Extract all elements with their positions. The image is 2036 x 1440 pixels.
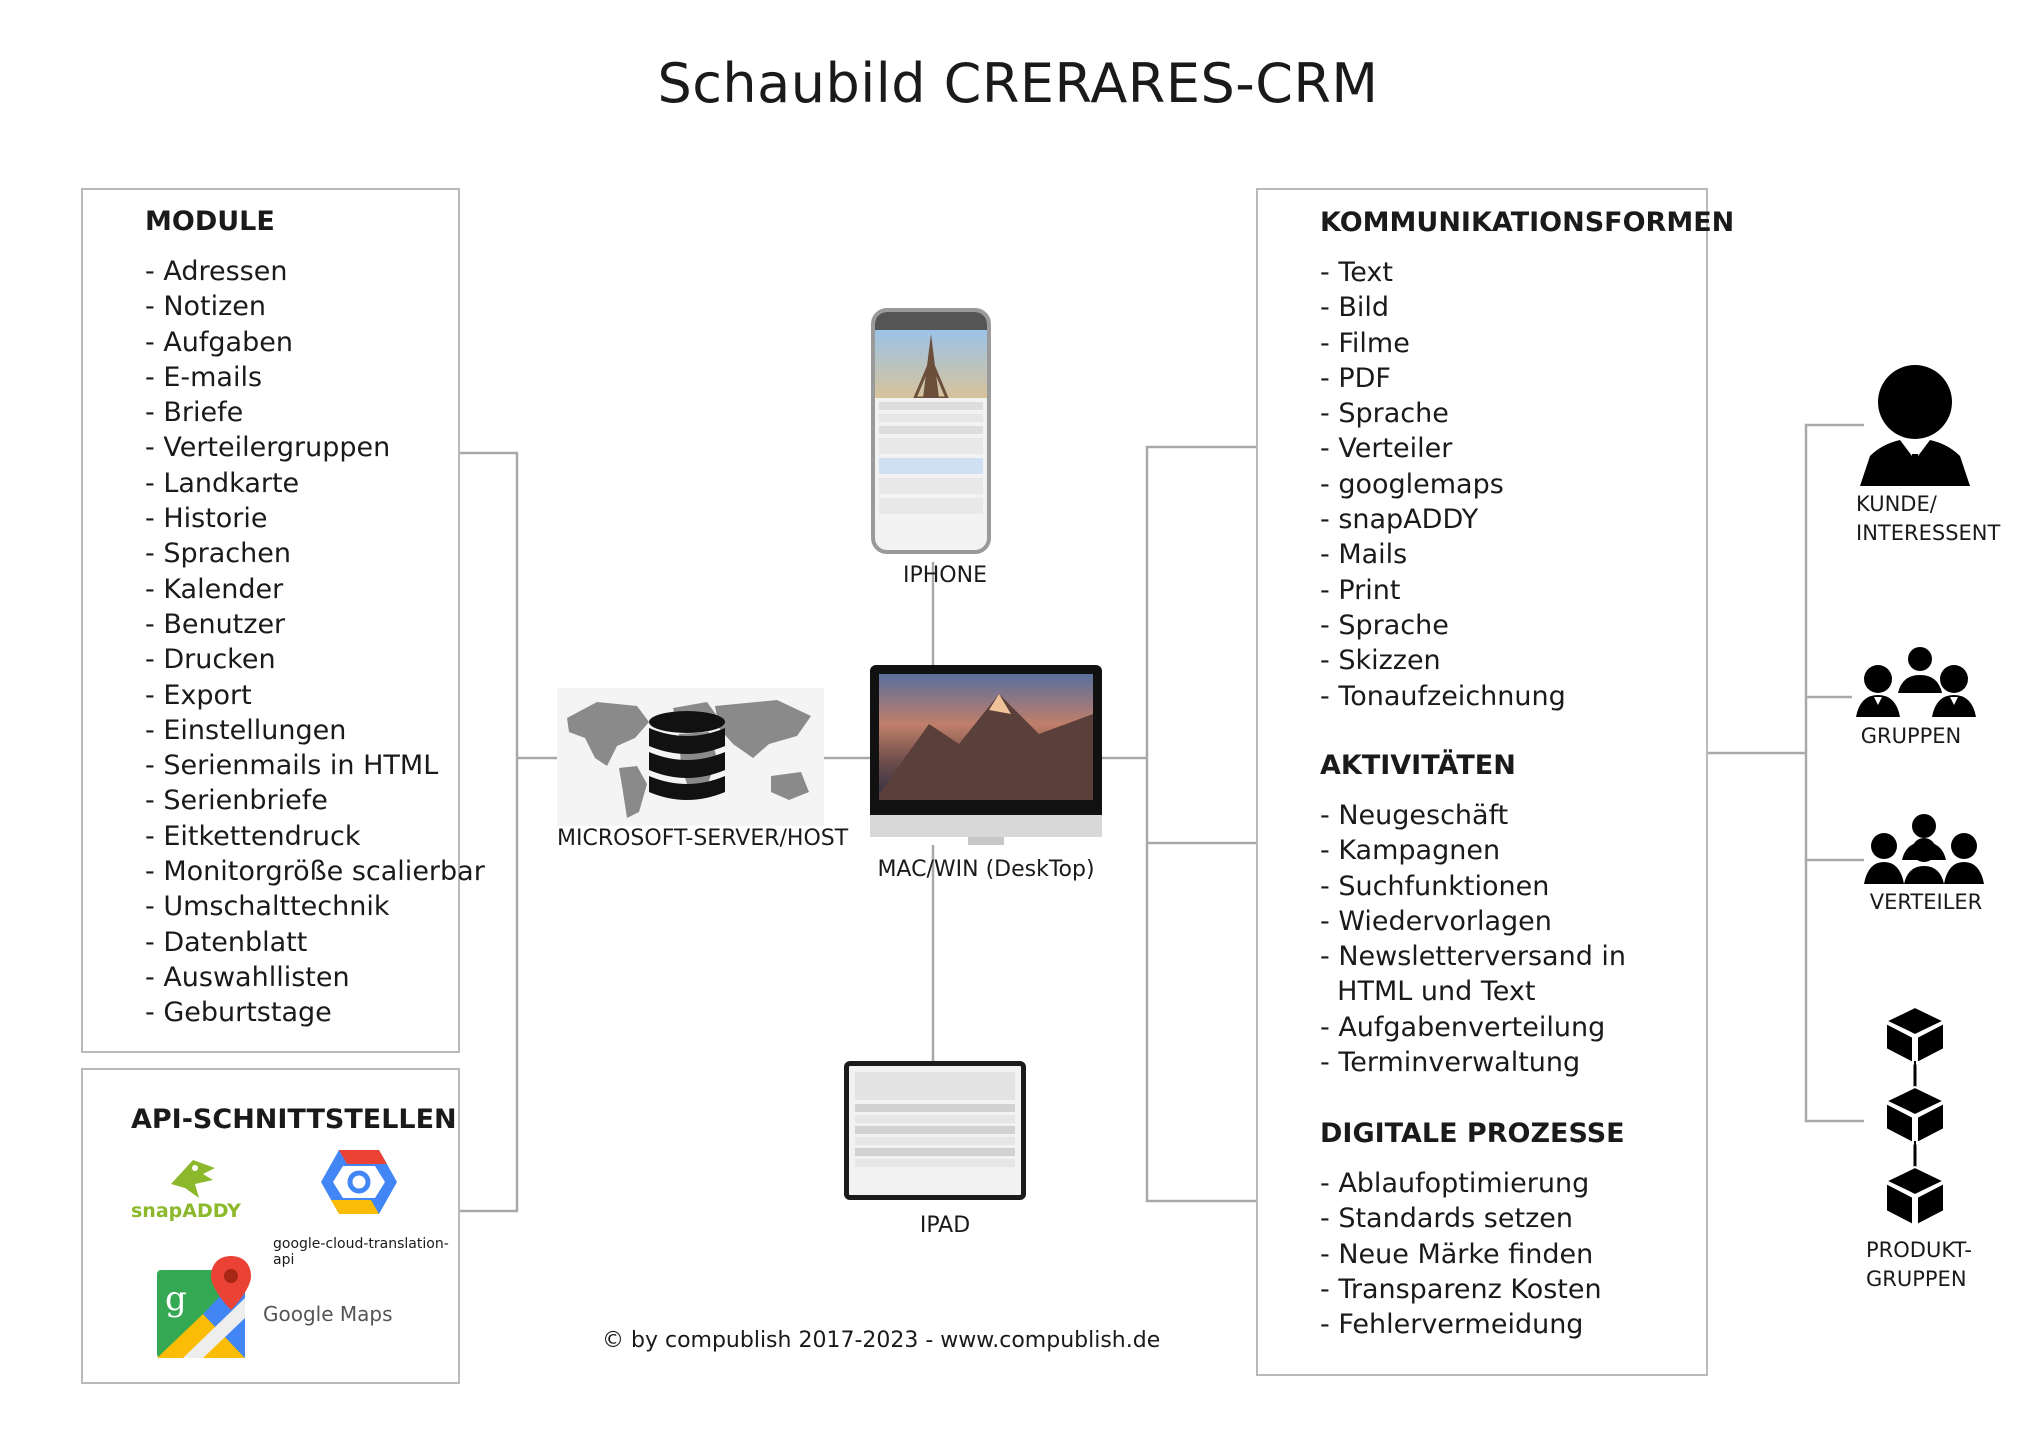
google-maps-icon	[153, 1254, 265, 1362]
list-item: - PDF	[1320, 361, 1566, 396]
list-item: - Newsletterversand in	[1320, 939, 1626, 974]
ipad-label: IPAD	[919, 1213, 971, 1238]
kunde-label	[1856, 490, 2000, 548]
aktivitaeten-list	[1320, 798, 1626, 1080]
list-item: - Wiedervorlagen	[1320, 904, 1626, 939]
page-title: Schaubild CRERARES-CRM	[657, 52, 1379, 115]
gruppen-label: GRUPPEN	[1860, 724, 1962, 748]
api-box	[81, 1068, 460, 1384]
iphone-graphic	[871, 308, 991, 554]
list-item: - Kampagnen	[1320, 833, 1626, 868]
snapaddy-label: snapADDY	[131, 1200, 241, 1222]
svg-text:g: g	[165, 1279, 187, 1319]
kommunikation-heading: KOMMUNIKATIONSFORMEN	[1320, 207, 1735, 238]
list-item: - Text	[1320, 255, 1566, 290]
list-item: - Print	[1320, 573, 1566, 608]
list-item: - Serienmails in HTML	[145, 748, 485, 783]
api-heading: API-SCHNITTSTELLEN	[131, 1104, 457, 1135]
server-graphic	[557, 688, 824, 826]
list-item: - Filme	[1320, 326, 1566, 361]
list-item: - Datenblatt	[145, 925, 485, 960]
produkt-label	[1866, 1236, 1972, 1294]
list-item: - Kalender	[145, 572, 485, 607]
list-item: - Serienbriefe	[145, 783, 485, 818]
list-item: - Landkarte	[145, 466, 485, 501]
kommunikation-list	[1320, 255, 1566, 714]
list-item: - Briefe	[145, 395, 485, 430]
list-item: - Eitkettendruck	[145, 819, 485, 854]
database-icon	[647, 710, 727, 804]
verteiler-label: VERTEILER	[1869, 890, 1983, 914]
list-item: - Terminverwaltung	[1320, 1045, 1626, 1080]
desktop-label: MAC/WIN (DeskTop)	[877, 857, 1095, 882]
list-item: - Sprache	[1320, 608, 1566, 643]
module-list	[145, 254, 485, 1031]
list-item: - Fehlervermeidung	[1320, 1307, 1602, 1342]
list-item: - Ablaufoptimierung	[1320, 1166, 1602, 1201]
server-label: MICROSOFT-SERVER/HOST	[557, 826, 849, 851]
google-maps-label: Google Maps	[263, 1302, 393, 1326]
list-item: - Aufgaben	[145, 325, 485, 360]
kunde-label-line1: KUNDE/	[1856, 492, 1937, 516]
list-item: - Sprachen	[145, 536, 485, 571]
list-item: - Geburtstage	[145, 995, 485, 1030]
produkt-label-line1: PRODUKT-	[1866, 1238, 1972, 1262]
list-item: - Einstellungen	[145, 713, 485, 748]
product-cubes-icon	[1882, 1005, 1948, 1231]
list-item: - googlemaps	[1320, 467, 1566, 502]
distribution-group-icon	[1864, 812, 1984, 884]
list-item: - E-mails	[145, 360, 485, 395]
list-item: - Mails	[1320, 537, 1566, 572]
list-item: - Adressen	[145, 254, 485, 289]
eiffel-tower-icon	[875, 330, 987, 398]
google-cloud-icon	[319, 1146, 399, 1218]
list-item: - Transparenz Kosten	[1320, 1272, 1602, 1307]
list-item: - Neugeschäft	[1320, 798, 1626, 833]
iphone-label: IPHONE	[903, 563, 987, 588]
list-item: - Tonaufzeichnung	[1320, 679, 1566, 714]
module-box	[81, 188, 485, 1053]
list-item: - Neue Märke finden	[1320, 1237, 1602, 1272]
produkt-label-line2: GRUPPEN	[1866, 1267, 1967, 1291]
list-item-continuation: HTML und Text	[1337, 976, 1536, 1008]
kunde-label-line2: INTERESSENT	[1856, 521, 2001, 545]
list-item: - Aufgabenverteilung	[1320, 1010, 1626, 1045]
group-icon	[1856, 645, 1976, 717]
list-item: - Notizen	[145, 289, 485, 324]
desktop-graphic	[870, 665, 1102, 845]
list-item: - snapADDY	[1320, 502, 1566, 537]
snapaddy-logo-icon	[163, 1154, 223, 1204]
google-cloud-label: google-cloud-translation-api	[273, 1236, 449, 1268]
list-item: - Monitorgröße scalierbar	[145, 854, 485, 889]
mountain-wallpaper-icon	[879, 674, 1093, 800]
digitale-list	[1320, 1166, 1602, 1342]
aktivitaeten-heading: AKTIVITÄTEN	[1320, 750, 1516, 781]
list-item: - Historie	[145, 501, 485, 536]
list-item: - Drucken	[145, 642, 485, 677]
list-item: - Suchfunktionen	[1320, 869, 1626, 904]
list-item: - Standards setzen	[1320, 1201, 1602, 1236]
person-icon	[1856, 364, 1974, 488]
list-item: - Verteilergruppen	[145, 430, 485, 465]
list-item: - Auswahllisten	[145, 960, 485, 995]
list-item: - Benutzer	[145, 607, 485, 642]
copyright-text: © by compublish 2017-2023 - www.compublish.de	[602, 1328, 1161, 1353]
list-item: - Umschalttechnik	[145, 889, 485, 924]
list-item: - Export	[145, 678, 485, 713]
ipad-graphic	[844, 1061, 1026, 1200]
digitale-heading: DIGITALE PROZESSE	[1320, 1118, 1625, 1149]
module-heading: MODULE	[145, 206, 275, 237]
list-item: - Skizzen	[1320, 643, 1566, 678]
list-item: - Verteiler	[1320, 431, 1566, 466]
list-item: - Bild	[1320, 290, 1566, 325]
kommunikation-box	[1256, 188, 1735, 1376]
list-item: - Sprache	[1320, 396, 1566, 431]
